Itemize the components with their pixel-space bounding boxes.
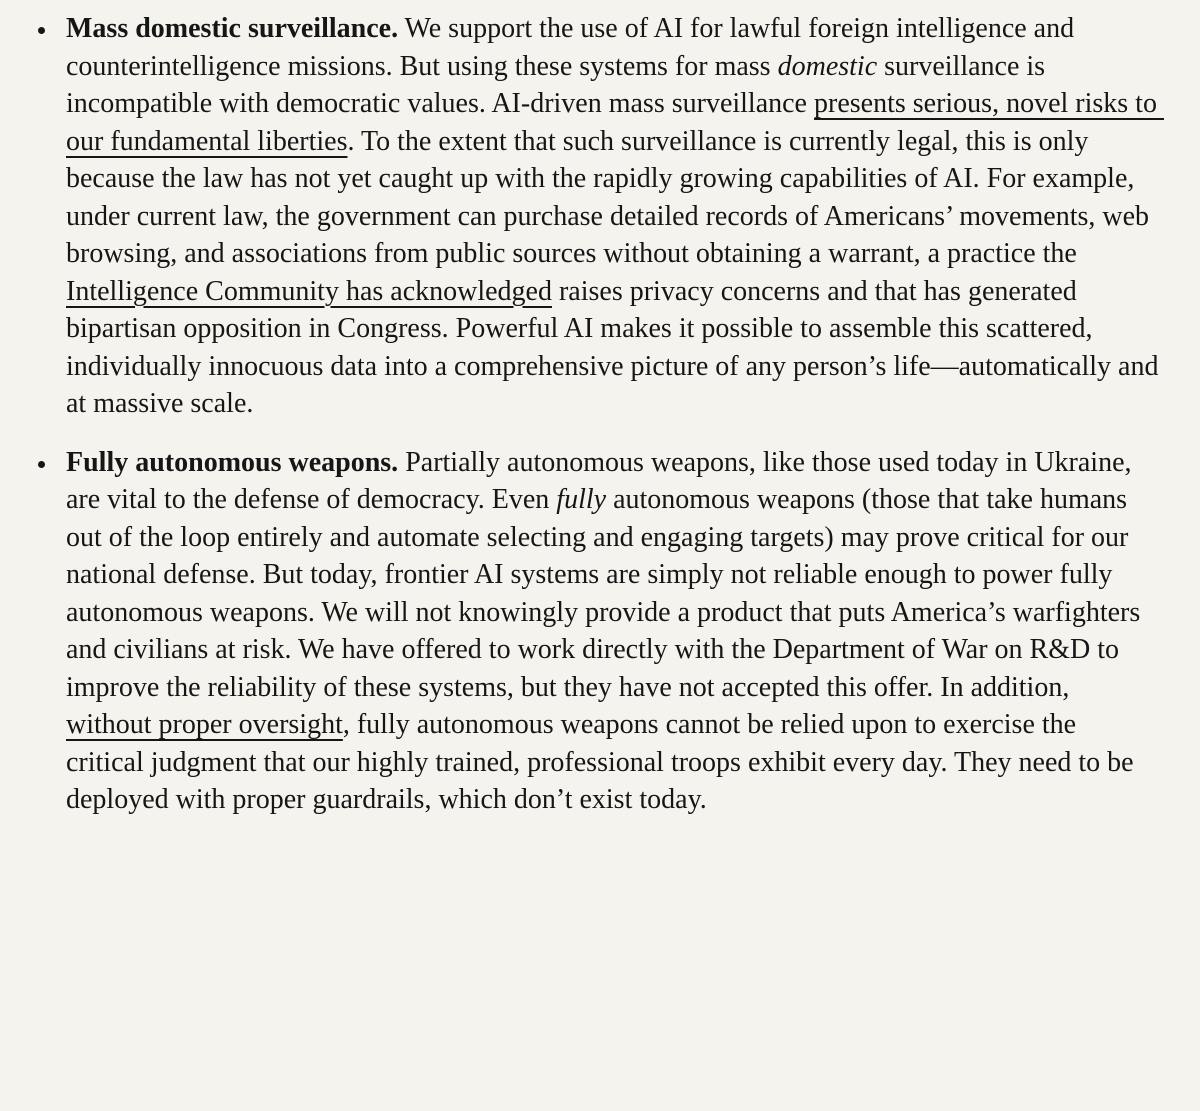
bullet-item — [58, 10, 1166, 423]
policy-bullet-list — [28, 10, 1166, 819]
text-segment: Partially autonomous weapons, like those used today in Ukraine, are vital to the defense of democracy. Even — [66, 446, 1139, 515]
text-segment: Mass domestic surveillance. — [66, 13, 399, 44]
text-segment: surveillance is incompatible with democratic values. AI-driven mass surveillance — [66, 50, 1053, 119]
inline-link[interactable]: without proper oversight — [66, 709, 343, 740]
bullet-item — [58, 444, 1160, 819]
text-segment: We support the use of AI for lawful foreign intelligence and counterintelligence missions. But using these systems for mass — [66, 13, 1082, 82]
inline-link[interactable]: presents serious, novel risks to our fundamental liberties — [66, 88, 1164, 157]
inline-link[interactable]: Intelligence Community has acknowledged — [66, 275, 552, 307]
text-segment: autonomous weapons (those that take humans out of the loop entirely and automate selecting and engaging targets) may prove critical for our national defense. But today, frontier AI systems are simply not reliable enough to power fully autonomous weapons. We will not knowingly provide a product that puts America’s warfighters and civilians at risk. We have offered to work directly with the Department of War on R&D to improve the reliability of these systems, but they have not accepted this offer. In addition, — [66, 484, 1148, 703]
text-segment: Fully autonomous weapons. — [66, 446, 399, 478]
text-segment: domestic — [777, 50, 878, 82]
text-segment: fully — [556, 484, 607, 515]
text-segment: , fully autonomous weapons cannot be relied upon to exercise the critical judgment that our highly trained, professional troops exhibit every day. They need to be deployed with proper guardrails, which don’t exist today. — [66, 709, 1141, 815]
text-segment: raises privacy concerns and that has generated bipartisan opposition in Congress. Powerful AI makes it possible to assemble this scattered, individually innocuous data into a comprehensive picture of any person’s life—automatically and at massive scale. — [66, 275, 1166, 419]
text-segment: . To the extent that such surveillance is currently legal, this is only because the law has not yet caught up with the rapidly growing capabilities of AI. For example, under current law, the government can purchase detailed records of Americans’ movements, web browsing, and associations from public sources without obtaining a warrant, a practice the — [66, 125, 1157, 269]
